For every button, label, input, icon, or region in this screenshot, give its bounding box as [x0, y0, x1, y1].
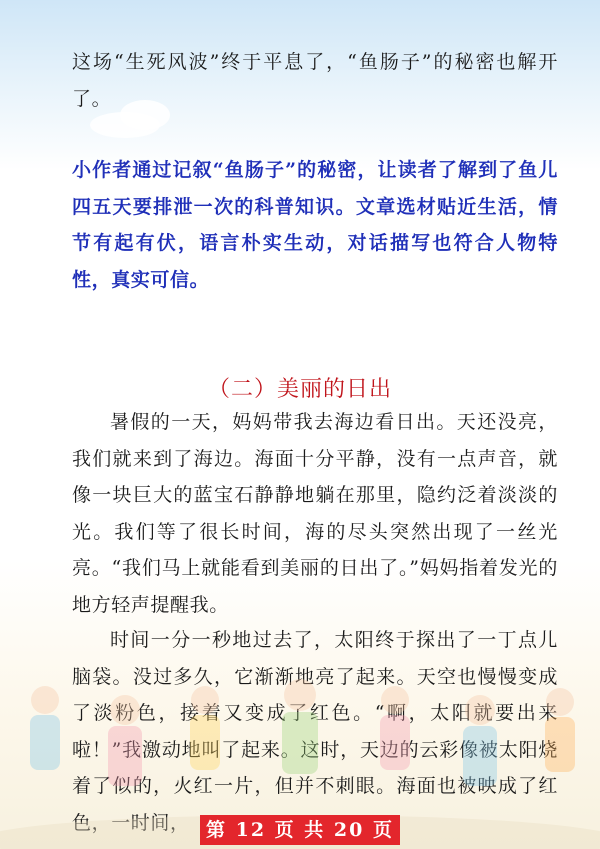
- paragraph-ending: 这场“生死风波”终于平息了，“鱼肠子”的秘密也解开了。: [72, 51, 558, 110]
- section-title: （二）美丽的日出: [207, 377, 392, 402]
- page-number-label: 第 12 页 共 20 页: [200, 815, 400, 845]
- paragraph-sunrise-1: 暑假的一天，妈妈带我去海边看日出。天还没亮，我们就来到了海边。海面十分平静，没有一点声音，就像一块巨大的蓝宝石静静地躺在那里，隐约泛着淡淡的光。我们等了很长时间，海的尽头突然出现了一丝光亮。“我们马上就能看到美丽的日出了。”妈妈指着发光的地方轻声提醒我。: [72, 411, 558, 616]
- teacher-comment: 小作者通过记叙“鱼肠子”的秘密，让读者了解到了鱼儿四五天要排泄一次的科普知识。文章选材贴近生活，情节有起有伏，语言朴实生动，对话描写也符合人物特性，真实可信。: [72, 159, 558, 291]
- paragraph-sunrise-2: 时间一分一秒地过去了，太阳终于探出了一丁点儿脑袋。没过多久，它渐渐地亮了起来。天空也慢慢变成了淡粉色，接着又变成了红色。“啊，太阳就要出来啦！”我激动地叫了起来。这时，天边的云彩像被太阳烧着了似的，火红一片，但并不刺眼。海面也被映成了红色，一时间，: [72, 629, 558, 834]
